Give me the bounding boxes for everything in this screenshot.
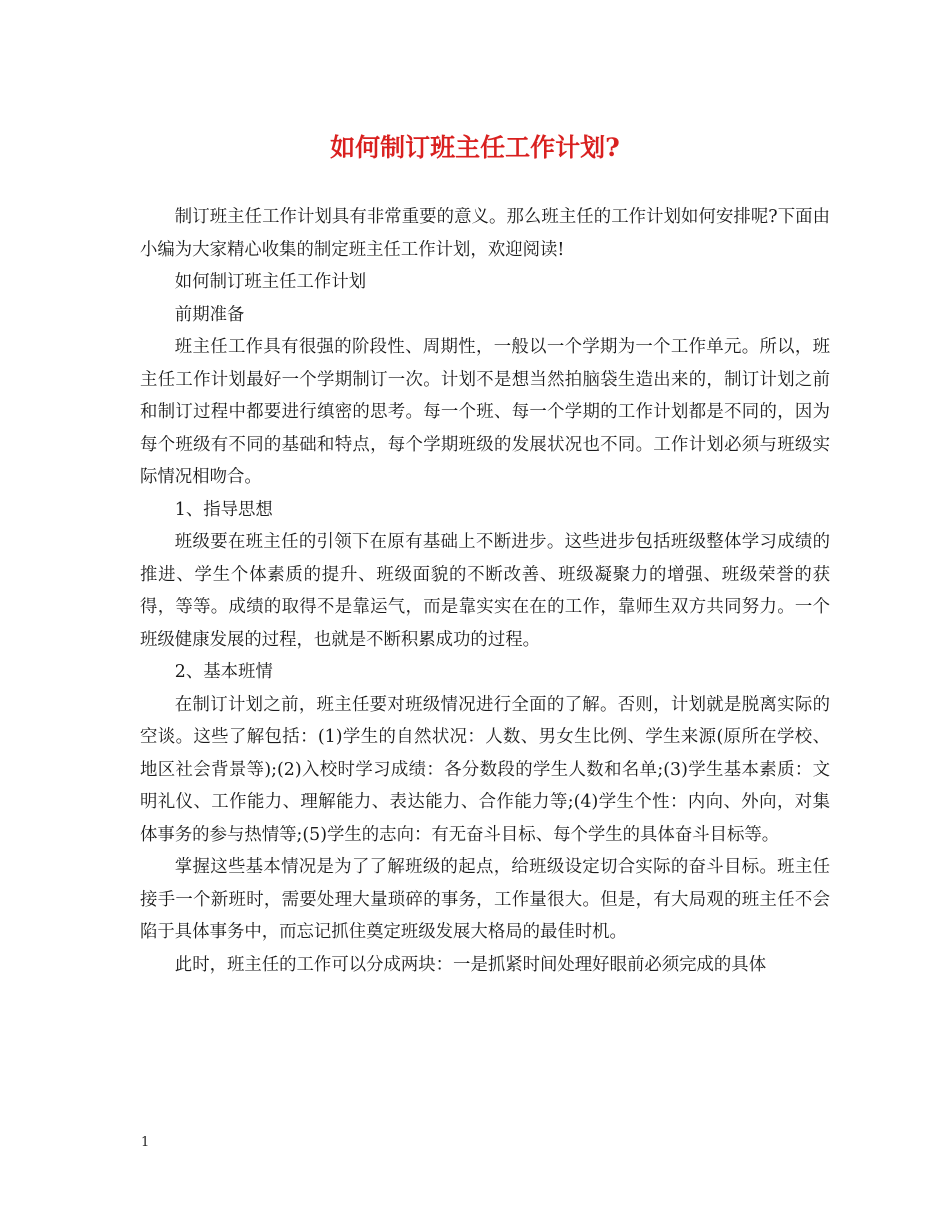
section-heading-preparation: 前期准备	[174, 304, 245, 325]
paragraph-class-situation: 在制订计划之前，班主任要对班级情况进行全面的了解。否则，计划就是脱离实际的空谈。这些了解包括：(1)学生的自然状况：人数、男女生比例、学生来源(原所在学校、地区社会背景等);(2)入校时学习成绩：各分数段的学生人数和名单;(3)学生基本素质：文明礼仪、工作能力、理解能力、表达能力、合作能力等;(4)学生个性：内向、外向，对集体事务的参与热情等;(5)学生的志向：有无奋斗目标、每个学生的具体奋斗目标等。	[140, 694, 830, 845]
document-title: 如何制订班主任工作计划?	[330, 133, 620, 162]
page-number: 1	[141, 1135, 150, 1150]
paragraph-guiding-ideas: 班级要在班主任的引领下在原有基础上不断进步。这些进步包括班级整体学习成绩的推进、学生个体素质的提升、班级面貌的不断改善、班级凝聚力的增强、班级荣誉的获得，等等。成绩的取得不是靠运气，而是靠实实在在的工作，靠师生双方共同努力。一个班级健康发展的过程，也就是不断积累成功的过程。	[140, 532, 830, 650]
paragraph-class-starting-point: 掌握这些基本情况是为了了解班级的起点，给班级设定切合实际的奋斗目标。班主任接手一个新班时，需要处理大量琐碎的事务，工作量很大。但是，有大局观的班主任不会陷于具体事务中，而忘记抓住奠定班级发展大格局的最佳时机。	[140, 857, 830, 942]
paragraph-subheading: 如何制订班主任工作计划	[174, 272, 367, 292]
paragraph-work-division: 此时，班主任的工作可以分成两块：一是抓紧时间处理好眼前必须完成的具体	[174, 954, 767, 975]
section-heading-guiding-ideas: 1、指导思想	[174, 499, 273, 520]
section-heading-class-situation: 2、基本班情	[174, 662, 273, 682]
paragraph-intro: 制订班主任工作计划具有非常重要的意义。那么班主任的工作计划如何安排呢?下面由小编为大家精心收集的制定班主任工作计划，欢迎阅读!	[140, 207, 830, 260]
paragraph-preparation: 班主任工作具有很强的阶段性、周期性，一般以一个学期为一个工作单元。所以，班主任工作计划最好一个学期制订一次。计划不是想当然拍脑袋生造出来的，制订计划之前和制订过程中都要进行缜密的思考。每一个班、每一个学期的工作计划都是不同的，因为每个班级有不同的基础和特点，每个学期班级的发展状况也不同。工作计划必须与班级实际情况相吻合。	[140, 337, 830, 487]
document-body	[140, 201, 830, 981]
